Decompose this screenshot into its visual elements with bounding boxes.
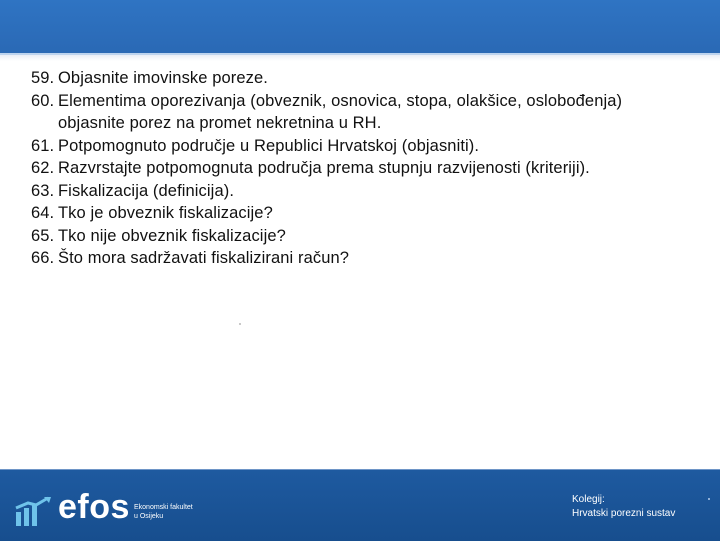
list-item <box>31 67 681 90</box>
question-text: Fiskalizacija (definicija). <box>58 181 234 200</box>
list-item <box>31 135 681 158</box>
footer-bar <box>0 469 720 541</box>
stray-dot <box>239 323 241 325</box>
question-text: Tko je obveznik fiskalizacije? <box>58 204 273 222</box>
question-number: 60. <box>31 91 55 110</box>
bar-chart-logo-icon <box>14 496 54 528</box>
question-number: 64. <box>31 204 55 222</box>
question-text: Objasnite imovinske poreze. <box>58 69 268 87</box>
list-item <box>31 90 681 135</box>
question-number: 65. <box>31 226 55 245</box>
list-item <box>31 225 681 248</box>
question-number: 61. <box>31 136 55 155</box>
course-name: Hrvatski porezni sustav <box>572 508 676 519</box>
course-label: Kolegij: <box>572 494 605 505</box>
question-text: Elementima oporezivanja (obveznik, osnovica, stopa, olakšice, oslobođenja) objasnite porez na promet nekretnina u RH. <box>58 91 623 132</box>
question-number: 62. <box>31 159 55 177</box>
course-info <box>572 493 675 521</box>
corner-dot <box>708 498 710 500</box>
question-text: Potpomognuto područje u Republici Hrvatskoj (objasniti). <box>58 136 480 155</box>
header-bar <box>0 0 720 55</box>
question-number: 66. <box>31 249 55 267</box>
list-item <box>31 180 681 203</box>
list-item <box>31 247 681 270</box>
faculty-line-1: Ekonomski fakultet <box>134 504 193 511</box>
logo-wordmark: efos <box>58 488 130 526</box>
list-item <box>31 157 681 180</box>
list-item <box>31 202 681 225</box>
question-number: 63. <box>31 181 55 200</box>
header-shadow <box>0 55 720 61</box>
question-list <box>31 67 681 270</box>
faculty-name <box>134 503 193 521</box>
question-text: Tko nije obveznik fiskalizacije? <box>58 226 286 245</box>
question-number: 59. <box>31 69 55 87</box>
question-text: Razvrstajte potpomognuta područja prema stupnju razvijenosti (kriteriji). <box>58 159 590 177</box>
faculty-line-2: u Osijeku <box>134 513 164 520</box>
efos-logo <box>14 488 194 532</box>
question-text: Što mora sadržavati fiskalizirani račun? <box>58 249 350 267</box>
